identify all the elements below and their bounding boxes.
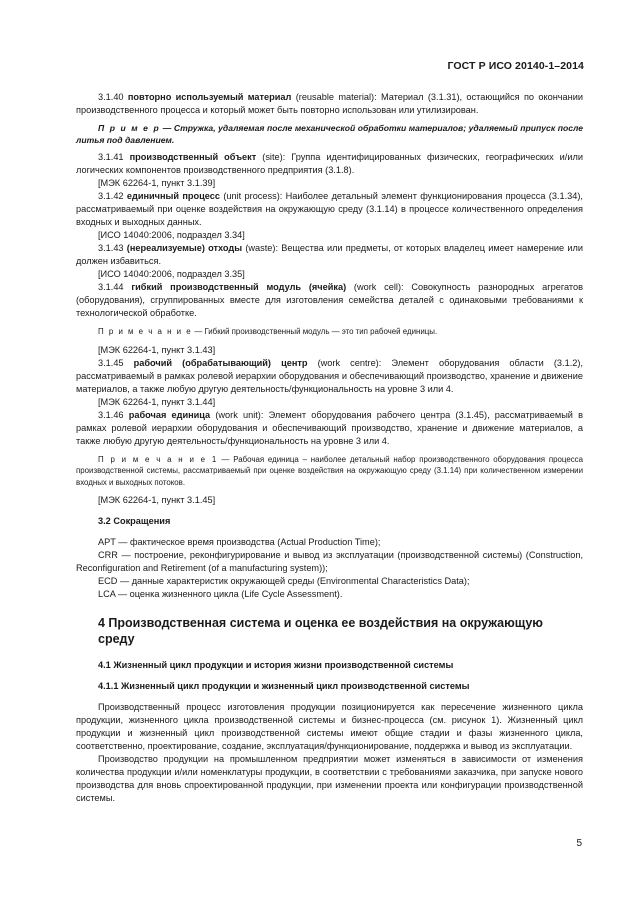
abbrev-item: CRR — построение, реконфигурирование и вывод из эксплуатации (производственной системы) (Construction, Reconfiguration and Retirement (of a manufacturing system)); bbox=[76, 550, 583, 573]
abbrev-item: APT — фактическое время производства (Actual Production Time); bbox=[98, 537, 381, 547]
section-heading: 4 Производственная система и оценка ее воздействия на окружающую среду bbox=[98, 616, 543, 646]
abbrev-item: LCA — оценка жизненного цикла (Life Cycle Assessment). bbox=[98, 589, 343, 599]
note: П р и м е ч а н и е 1 — Рабочая единица – наиболее детальный набор производственного оборудования процесса производственной системы, рассматриваемый при оценке воздействия на окружающую среду (3.1.14) при количественном измерении входных и выходных потоков. bbox=[76, 454, 584, 487]
source-reference: [ИСО 14040:2006, подраздел 3.34] bbox=[98, 230, 245, 240]
note: П р и м е ч а н и е — Гибкий производственный модуль — это тип рабочей единицы. bbox=[98, 327, 438, 336]
document-header: ГОСТ Р ИСО 20140-1–2014 bbox=[447, 60, 584, 72]
example-note: П р и м е р — Стружка, удаляемая после механической обработки материалов; удаляемый припуск после литья под давлением. bbox=[76, 123, 583, 145]
term-entry-3-1-45: 3.1.45 рабочий (обрабатывающий) центр (work centre): Элемент оборудования области (3.1.2), рассматриваемый в рамках ролевой иерархии оборудования и обеспечивающий производство, хранение и движение материалов, а также любую другую деятельность/функциональность на уровне 3 или 4. bbox=[76, 357, 583, 394]
term-title: единичный процесс bbox=[126, 191, 220, 201]
term-entry-3-1-42: 3.1.42 единичный процесс (unit process): Наиболее детальный элемент функционирования процесса (3.1.34), рассматриваемый при оценке воздействия на окружающую среду (3.1.14) в процессе количественного определения входных и выходных данных. bbox=[76, 191, 583, 227]
term-entry-3-1-41: 3.1.41 производственный объект (site): Группа идентифицированных физических, географических и/или логических компонентов производственного предприятия (3.1.8). bbox=[76, 152, 583, 175]
subsection-heading: 4.1 Жизненный цикл продукции и история жизни производственной системы bbox=[98, 660, 454, 670]
term-entry-3-1-43: 3.1.43 (нереализуемые) отходы (waste): Вещества или предметы, от которых владелец имеет намерение или должен избавиться. bbox=[76, 243, 583, 266]
source-reference: [МЭК 62264-1, пункт 3.1.44] bbox=[98, 396, 216, 407]
term-title: гибкий производственный модуль (ячейка) bbox=[131, 282, 347, 292]
term-entry-3-1-46: 3.1.46 рабочая единица (work unit): Элемент оборудования рабочего центра (3.1.45), рассматриваемый в рамках ролевой иерархии оборудования и обеспечивающий производство, хранение и движение материалов, а также любую другую деятельность/функциональность на уровне 3 или 4. bbox=[76, 409, 583, 446]
term-title: повторно используемый материал bbox=[127, 92, 292, 102]
source-reference: [МЭК 62264-1, пункт 3.1.43] bbox=[98, 344, 216, 355]
page-content bbox=[76, 91, 583, 805]
subsection-heading: 3.2 Сокращения bbox=[98, 516, 171, 526]
page-number: 5 bbox=[576, 838, 582, 849]
term-title: производственный объект bbox=[129, 152, 257, 162]
subsection-heading: 4.1.1 Жизненный цикл продукции и жизненный цикл производственной системы bbox=[98, 681, 470, 691]
source-reference: [МЭК 62264-1, пункт 3.1.45] bbox=[98, 495, 216, 505]
body-paragraph: Производственный процесс изготовления продукции позиционируется как пересечение жизненного цикла продукции, жизненного цикла производственной системы и бизнес-процесса (см. рисунок 1). Жизненный цикл продукции и жизненный цикл производственной системы имеют общие стадии и фазы жизненного цикла, соответственно, проектирование, создание, эксплуатация/функционирование, поддержка и вывод из эксплуатации. bbox=[76, 702, 583, 751]
term-title: рабочая единица bbox=[128, 409, 211, 420]
term-title: рабочий (обрабатывающий) центр bbox=[133, 357, 308, 368]
body-paragraph: Производство продукции на промышленном предприятии может изменяться в зависимости от изменения количества продукции и/или номенклатуры продукции, в соответствии с требованиями заказчика, при запуске нового производства для вновь спроектированной продукции, при изменении проекта или конфигурации производственной системы. bbox=[76, 754, 583, 803]
abbrev-item: ECD — данные характеристик окружающей среды (Environmental Characteristics Data); bbox=[98, 576, 470, 586]
term-title: (нереализуемые) отходы bbox=[126, 243, 243, 253]
source-reference: [ИСО 14040:2006, подраздел 3.35] bbox=[98, 269, 245, 279]
source-reference: [МЭК 62264-1, пункт 3.1.39] bbox=[98, 178, 216, 188]
term-entry-3-1-44: 3.1.44 гибкий производственный модуль (ячейка) (work cell): Совокупность разнородных агрегатов (оборудования), сгруппированных вместе для изготовления семейства деталей с одинаковыми требованиями к технологической обработке. bbox=[76, 282, 583, 318]
term-entry-3-1-40: 3.1.40 повторно используемый материал (reusable material): Материал (3.1.31), остающийся по окончании производственного процесса и который может быть повторно использован или утилизирован. bbox=[76, 92, 584, 115]
